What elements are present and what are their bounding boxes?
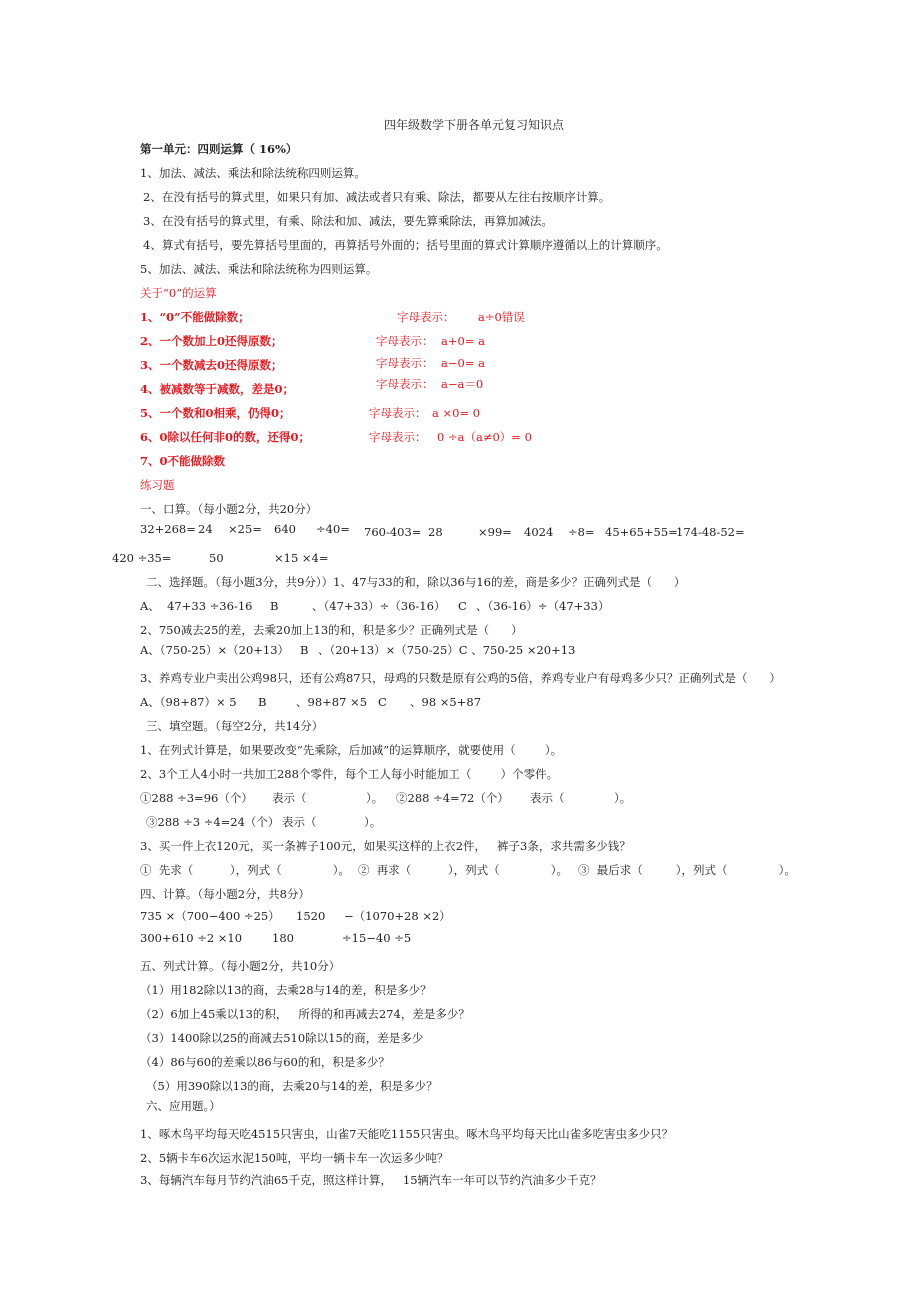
choice-option: 、98 ×5+87 bbox=[410, 695, 482, 709]
choice-option: 、（47+33）÷（36-16） bbox=[312, 599, 446, 613]
fill-sub-close: ）。 bbox=[366, 791, 384, 805]
fill-sub-label: 表示（ bbox=[282, 815, 317, 829]
choice-option: 、（20+13）×（750-25）C 、750-25 ×20+13 bbox=[318, 643, 576, 657]
choice-option: B bbox=[258, 695, 267, 709]
page-title: 四年级数学下册各单元复习知识点 bbox=[384, 118, 565, 132]
fill-sub-label: 表示（ bbox=[272, 791, 307, 805]
formula-item: （3）1400除以25的商减去510除以15的商，差是多少 bbox=[140, 1031, 424, 1045]
calc-item: 180 bbox=[272, 931, 294, 945]
calc-item: 735 ×（700−400 ÷25） bbox=[140, 909, 280, 923]
rule-1: 1、加法、减法、乘法和除法统称四则运算。 bbox=[140, 166, 366, 180]
practice-heading: 练习题 bbox=[140, 478, 175, 492]
fill-sub-label: 表示（ bbox=[530, 791, 565, 805]
fill-question: 2、3个工人4小时一共加工288个零件，每个工人每小时能加工（ ）个零件。 bbox=[140, 767, 559, 781]
formula-item: （5）用390除以13的商，去乘20与14的差，积是多少？ bbox=[146, 1079, 438, 1093]
fill-step: ② 再求（ ），列式（ ）。 bbox=[358, 863, 569, 877]
formula-heading: 五、列式计算。（每小题2分，共10分） bbox=[140, 959, 341, 973]
calc-heading: 四、计算。（每小题2分，共8分） bbox=[140, 887, 310, 901]
oral-heading: 一、口算。（每小题2分，共20分） bbox=[140, 502, 318, 516]
oral-item: 4024 bbox=[524, 525, 554, 539]
oral-item: 32+268= bbox=[140, 522, 196, 536]
applied-heading: 六、应用题。） bbox=[146, 1099, 221, 1113]
zero-rule: 7、0不能做除数 bbox=[140, 454, 226, 468]
letter-formula: 0 ÷a（a≠0）= 0 bbox=[437, 430, 532, 444]
letter-formula: a−a＝0 bbox=[441, 377, 484, 391]
rule-2: 2、在没有括号的算式里，如果只有加、减法或者只有乘、除法，都要从左往右按顺序计算。 bbox=[143, 190, 611, 204]
oral-item: 174-48-52= bbox=[676, 525, 745, 539]
choice-option: C bbox=[458, 599, 467, 613]
letter-label: 字母表示： bbox=[376, 377, 434, 391]
formula-item: （1）用182除以13的商，去乘28与14的差，积是多少？ bbox=[140, 983, 432, 997]
calc-item: −（1070+28 ×2） bbox=[344, 909, 451, 923]
fill-heading: 三、填空题。（每空2分，共14分） bbox=[146, 719, 324, 733]
letter-label: 字母表示： bbox=[376, 334, 434, 348]
oral-item: ×25= bbox=[228, 522, 262, 536]
choice-option: 、98+87 ×5 bbox=[296, 695, 368, 709]
letter-label: 字母表示： bbox=[369, 406, 427, 420]
choice-question: 2、750减去25的差，去乘20加上13的和，积是多少？正确列式是（ ） bbox=[140, 623, 523, 637]
choice-option: B bbox=[300, 643, 309, 657]
formula-item: （2）6加上45乘以13的积， 所得的和再减去274，差是多少？ bbox=[140, 1007, 470, 1021]
fill-question: 3、买一件上衣120元，买一条裤子100元，如果买这样的上衣2件， 裤子3条，求共需多少钱？ bbox=[140, 839, 631, 853]
fill-step: ① 先求（ ），列式（ ）。 bbox=[140, 863, 351, 877]
calc-item: ÷15−40 ÷5 bbox=[342, 931, 412, 945]
zero-rule: 1、“0”不能做除数； bbox=[140, 310, 250, 324]
fill-sub: ②288 ÷4=72（个） bbox=[396, 791, 509, 805]
oral-item: 760-403= bbox=[364, 525, 422, 539]
zero-heading: 关于“0”的运算 bbox=[140, 286, 217, 300]
zero-rule: 4、被减数等于减数，差是0； bbox=[140, 382, 295, 396]
rule-5: 5、加法、减法、乘法和除法统称为四则运算。 bbox=[140, 262, 378, 276]
letter-formula: a÷0错误 bbox=[478, 310, 525, 324]
calc-item: 1520 bbox=[296, 909, 326, 923]
letter-label: 字母表示： bbox=[376, 356, 434, 370]
oral-item: ×99= bbox=[478, 525, 512, 539]
applied-item: 3、每辆汽车每月节约汽油65千克，照这样计算， 15辆汽车一年可以节约汽油多少千克？ bbox=[140, 1173, 602, 1187]
rule-4: 4、算式有括号，要先算括号里面的，再算括号外面的；括号里面的算式计算顺序遵循以上的计算顺序。 bbox=[143, 238, 668, 252]
zero-rule: 3、一个数减去0还得原数； bbox=[140, 358, 283, 372]
choice-option: 、（36-16）÷（47+33） bbox=[476, 599, 610, 613]
choice-heading: 二、选择题。（每小题3分，共9分））1、47与33的和，除以36与16的差，商是多少？正确列式是（ ） bbox=[146, 575, 686, 589]
fill-question: 1、在列式计算是，如果要改变“先乘除，后加减”的运算顺序，就要使用（ ）。 bbox=[140, 743, 563, 757]
choice-option: A、 47+33 ÷36-16 bbox=[140, 599, 253, 613]
letter-formula: a ×0= 0 bbox=[432, 406, 481, 420]
oral-item: 28 bbox=[428, 525, 443, 539]
choice-question: 3、养鸡专业户卖出公鸡98只，还有公鸡87只，母鸡的只数是原有公鸡的5倍，养鸡专业户有母鸡多少只？正确列式是（ ） bbox=[140, 671, 781, 685]
choice-option: A、（750-25）×（20+13） bbox=[140, 643, 290, 657]
oral-item: 45+65+55= bbox=[605, 525, 678, 539]
oral-item: 420 ÷35= bbox=[112, 551, 172, 565]
oral-item: 640 bbox=[274, 522, 296, 536]
zero-rule: 2、一个数加上0还得原数； bbox=[140, 334, 283, 348]
fill-sub-close: ）。 bbox=[364, 815, 382, 829]
letter-label: 字母表示： bbox=[369, 430, 427, 444]
choice-option: B bbox=[270, 599, 279, 613]
oral-item: ÷40= bbox=[316, 522, 350, 536]
oral-item: 50 bbox=[209, 551, 224, 565]
choice-option: C bbox=[378, 695, 387, 709]
formula-item: （4）86与60的差乘以86与60的和，积是多少？ bbox=[140, 1055, 390, 1069]
zero-rule: 6、0除以任何非0的数，还得0； bbox=[140, 430, 311, 444]
fill-step: ③ 最后求（ ），列式（ ）。 bbox=[578, 863, 796, 877]
letter-label: 字母表示： bbox=[397, 310, 455, 324]
letter-formula: a+0= a bbox=[441, 334, 485, 348]
oral-item: ÷8= bbox=[568, 525, 595, 539]
oral-item: ×15 ×4= bbox=[274, 551, 329, 565]
oral-item: 24 bbox=[198, 522, 213, 536]
unit-heading: 第一单元：四则运算（ 16%） bbox=[140, 142, 298, 156]
calc-item: 300+610 ÷2 ×10 bbox=[140, 931, 243, 945]
fill-sub-close: ）。 bbox=[614, 791, 632, 805]
choice-option: A、（98+87）× 5 bbox=[140, 695, 237, 709]
zero-rule: 5、一个数和0相乘，仍得0； bbox=[140, 406, 291, 420]
fill-sub: ①288 ÷3=96（个） bbox=[140, 791, 253, 805]
applied-item: 2、5辆卡车6次运水泥150吨，平均一辆卡车一次运多少吨？ bbox=[140, 1151, 449, 1165]
letter-formula: a−0= a bbox=[441, 356, 485, 370]
applied-item: 1、啄木鸟平均每天吃4515只害虫，山雀7天能吃1155只害虫。啄木鸟平均每天比山雀多吃害虫多少只？ bbox=[140, 1127, 674, 1141]
rule-3: 3、在没有括号的算式里，有乘、除法和加、减法，要先算乘除法，再算加减法。 bbox=[143, 214, 553, 228]
fill-sub: ③288 ÷3 ÷4=24（个） bbox=[146, 815, 280, 829]
